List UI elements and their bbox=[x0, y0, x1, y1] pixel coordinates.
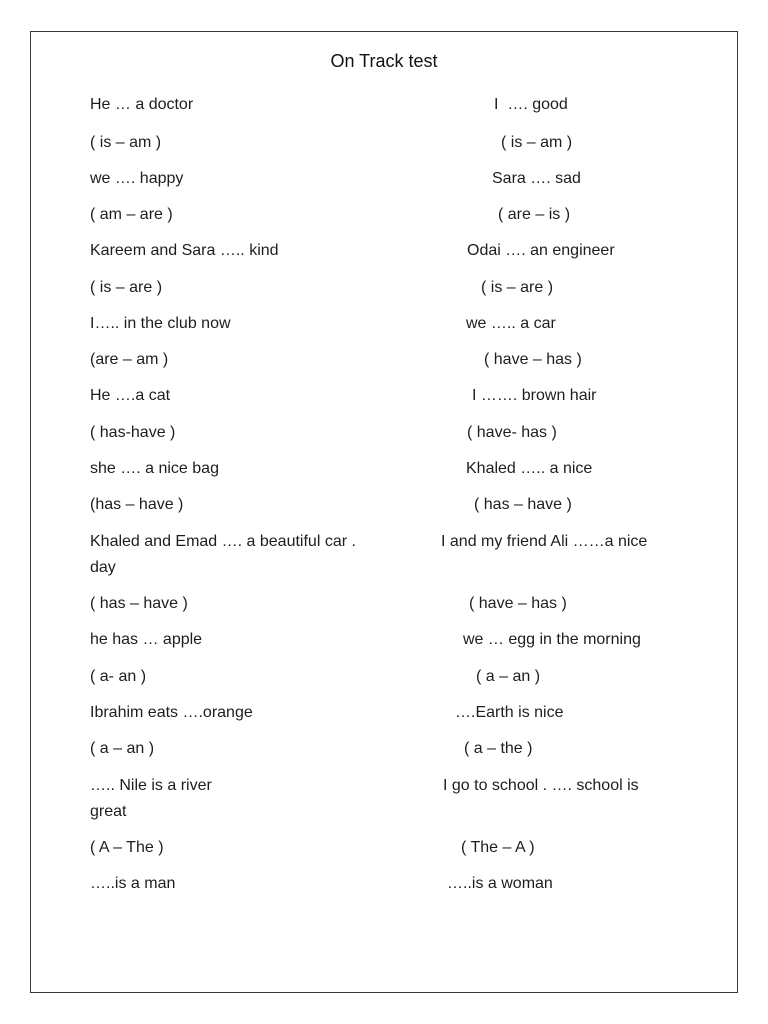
row-19-right: I go to school . …. school is bbox=[443, 777, 639, 794]
row-2-left: ( is – am ) bbox=[90, 134, 162, 151]
row-20-right: ( The – A ) bbox=[461, 839, 535, 856]
row-8-right: ( have – has ) bbox=[484, 351, 582, 368]
row-13-left-wrap: day bbox=[90, 559, 116, 576]
row-5-left: Kareem and Sara ….. kind bbox=[90, 242, 279, 259]
row-17-left: Ibrahim eats ….orange bbox=[90, 704, 253, 721]
row-19-left-wrap: great bbox=[90, 803, 127, 820]
row-6-right: ( is – are ) bbox=[481, 279, 554, 296]
row-7-left: I….. in the club now bbox=[90, 315, 231, 332]
row-1-left: He … a doctor bbox=[90, 96, 194, 113]
row-5-right: Odai …. an engineer bbox=[467, 242, 615, 259]
row-8-left: (are – am ) bbox=[90, 351, 169, 368]
row-13-left: Khaled and Emad …. a beautiful car . bbox=[90, 533, 356, 550]
row-3-left: we …. happy bbox=[90, 170, 184, 187]
row-19-left: ….. Nile is a river bbox=[90, 777, 212, 794]
row-12-left: (has – have ) bbox=[90, 496, 184, 513]
row-12-right: ( has – have ) bbox=[474, 496, 572, 513]
row-1-right: I …. good bbox=[494, 96, 568, 113]
row-2-right: ( is – am ) bbox=[501, 134, 573, 151]
row-15-left: he has … apple bbox=[90, 631, 203, 648]
row-11-left: she …. a nice bag bbox=[90, 460, 219, 477]
row-7-right: we ….. a car bbox=[466, 315, 556, 332]
row-14-left: ( has – have ) bbox=[90, 595, 188, 612]
row-16-left: ( a- an ) bbox=[90, 668, 147, 685]
row-4-left: ( am – are ) bbox=[90, 206, 173, 223]
row-21-left: …..is a man bbox=[90, 875, 176, 892]
row-10-left: ( has-have ) bbox=[90, 424, 176, 441]
row-18-right: ( a – the ) bbox=[464, 740, 533, 757]
row-14-right: ( have – has ) bbox=[469, 595, 567, 612]
row-21-right: …..is a woman bbox=[447, 875, 553, 892]
row-15-right: we … egg in the morning bbox=[463, 631, 641, 648]
row-20-left: ( A – The ) bbox=[90, 839, 164, 856]
page-title: On Track test bbox=[330, 51, 438, 71]
row-18-left: ( a – an ) bbox=[90, 740, 155, 757]
row-16-right: ( a – an ) bbox=[476, 668, 541, 685]
row-10-right: ( have- has ) bbox=[467, 424, 557, 441]
row-6-left: ( is – are ) bbox=[90, 279, 163, 296]
row-17-right: ….Earth is nice bbox=[455, 704, 564, 721]
row-4-right: ( are – is ) bbox=[498, 206, 571, 223]
row-9-right: I ……. brown hair bbox=[472, 387, 597, 404]
row-9-left: He ….a cat bbox=[90, 387, 171, 404]
row-3-right: Sara …. sad bbox=[492, 170, 581, 187]
row-11-right: Khaled ….. a nice bbox=[466, 460, 593, 477]
row-13-right: I and my friend Ali ……a nice bbox=[441, 533, 648, 550]
